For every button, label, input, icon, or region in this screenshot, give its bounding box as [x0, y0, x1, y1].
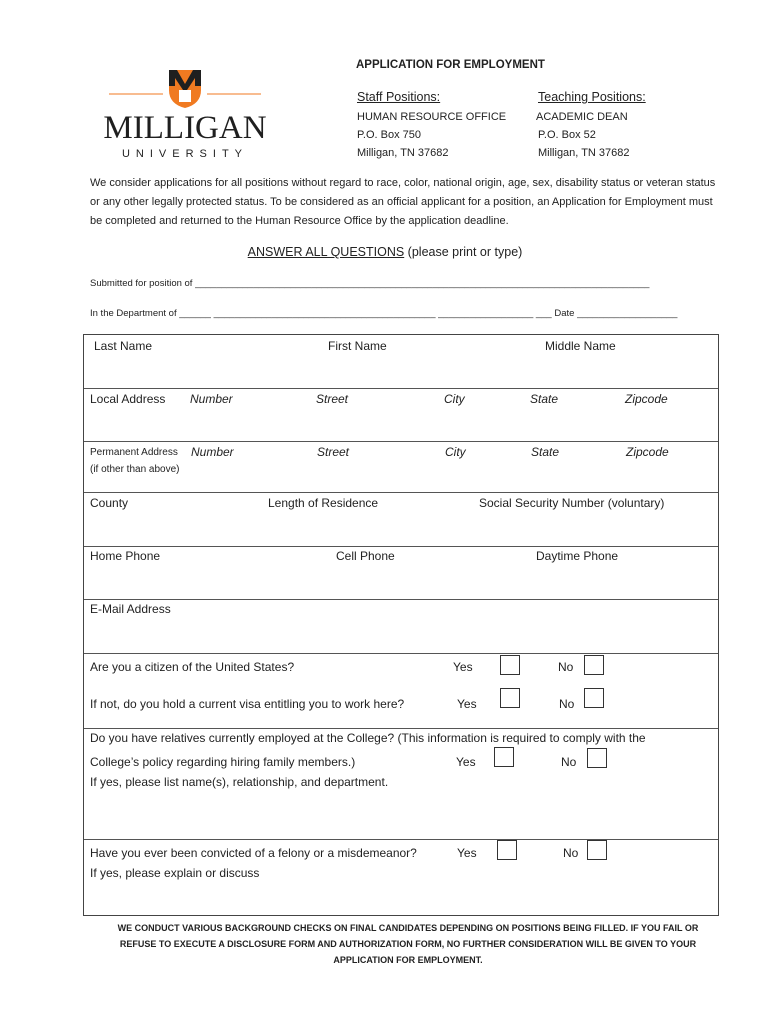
teaching-address-line3: Milligan, TN 37682: [538, 147, 630, 159]
first-name-label[interactable]: First Name: [328, 339, 387, 353]
teaching-address-line2: P.O. Box 52: [538, 129, 596, 141]
relatives-no-checkbox[interactable]: [587, 748, 607, 768]
row-divider: [84, 388, 718, 389]
instruction-rest: (please print or type): [404, 245, 523, 259]
length-of-residence-label[interactable]: Length of Residence: [268, 496, 379, 510]
middle-name-label[interactable]: Middle Name: [545, 339, 616, 353]
milligan-logo: [95, 66, 275, 166]
background-check-notice: [90, 920, 726, 968]
notice-line3: APPLICATION FOR EMPLOYMENT.: [333, 955, 483, 965]
email-label[interactable]: E-Mail Address: [90, 602, 171, 616]
row-divider: [84, 839, 718, 840]
local-state-label: State: [530, 392, 559, 406]
relatives-no-label: No: [561, 755, 577, 769]
staff-address-line3: Milligan, TN 37682: [357, 147, 449, 159]
permanent-state-label: State: [531, 445, 560, 459]
visa-question: If not, do you hold a current visa entitling you to work here?: [90, 697, 405, 711]
local-zip-label: Zipcode: [625, 392, 668, 406]
felony-no-checkbox[interactable]: [587, 840, 607, 860]
felony-question: Have you ever been convicted of a felony or a misdemeanor?: [90, 846, 417, 860]
teaching-positions-heading: Teaching Positions:: [538, 90, 646, 104]
visa-no-checkbox[interactable]: [584, 688, 604, 708]
relatives-question-line2: College’s policy regarding hiring family members.): [90, 755, 356, 769]
local-city-label: City: [444, 392, 465, 406]
staff-positions-heading: Staff Positions:: [357, 90, 441, 104]
daytime-phone-label[interactable]: Daytime Phone: [536, 549, 619, 563]
permanent-address-note: (if other than above): [90, 464, 180, 475]
last-name-label[interactable]: Last Name: [94, 339, 153, 353]
local-street-label: Street: [316, 392, 349, 406]
row-divider: [84, 599, 718, 600]
cell-phone-label[interactable]: Cell Phone: [336, 549, 395, 563]
staff-address-line1: HUMAN RESOURCE OFFICE: [357, 111, 507, 123]
citizen-yes-checkbox[interactable]: [500, 655, 520, 675]
logo-subtitle: UNIVERSITY: [121, 148, 248, 160]
citizen-yes-label: Yes: [453, 660, 473, 674]
row-divider: [84, 441, 718, 442]
citizen-no-label: No: [558, 660, 574, 674]
form-title: APPLICATION FOR EMPLOYMENT: [356, 59, 545, 71]
visa-yes-label: Yes: [457, 697, 477, 711]
permanent-number-label: Number: [191, 445, 234, 459]
citizen-question: Are you a citizen of the United States?: [90, 660, 295, 674]
home-phone-label[interactable]: Home Phone: [90, 549, 161, 563]
felony-no-label: No: [563, 846, 579, 860]
row-divider: [84, 653, 718, 654]
relatives-question-line3: If yes, please list name(s), relationship, and department.: [90, 775, 389, 789]
relatives-question-line1: Do you have relatives currently employed at the College? (This information is required to comply with the: [90, 731, 646, 745]
county-label[interactable]: County: [90, 496, 129, 510]
permanent-zip-label: Zipcode: [626, 445, 669, 459]
felony-yes-checkbox[interactable]: [497, 840, 517, 860]
citizen-no-checkbox[interactable]: [584, 655, 604, 675]
local-address-label[interactable]: Local Address: [90, 392, 166, 406]
permanent-street-label: Street: [317, 445, 350, 459]
shield-emblem-icon: [95, 66, 275, 112]
notice-line2: REFUSE TO EXECUTE A DISCLOSURE FORM AND AUTHORIZATION FORM, NO FURTHER CONSIDERATION WILL BE GIVEN TO YOUR: [119, 939, 697, 949]
department-date-field[interactable]: In the Department of ______ __________________________________________ __________________ ___ Date ___________________: [90, 308, 678, 319]
teaching-address-line1: ACADEMIC DEAN: [536, 111, 628, 123]
local-number-label: Number: [190, 392, 233, 406]
visa-yes-checkbox[interactable]: [500, 688, 520, 708]
row-divider: [84, 492, 718, 493]
instruction: [0, 245, 770, 259]
permanent-address-label[interactable]: Permanent Address: [90, 447, 178, 458]
logo-wordmark: MILLIGAN: [103, 110, 267, 146]
eeo-statement: We consider applications for all positions without regard to race, color, national origin, age, sex, disability status or veteran status or any other legally protected status. To be considered as an official applicant for a position, an Application for Employment must be completed and returned to the Human Resource Office by the application deadline.: [90, 177, 716, 227]
felony-yes-label: Yes: [457, 846, 477, 860]
ssn-label[interactable]: Social Security Number (voluntary): [479, 496, 665, 510]
permanent-city-label: City: [445, 445, 466, 459]
staff-address-line2: P.O. Box 750: [357, 129, 422, 141]
instruction-emphasis: ANSWER ALL QUESTIONS: [247, 245, 405, 259]
relatives-yes-label: Yes: [456, 755, 476, 769]
application-form-table: [83, 334, 719, 916]
position-field[interactable]: Submitted for position of ______________________________________________________________________________________: [90, 278, 650, 289]
visa-no-label: No: [559, 697, 575, 711]
felony-explain-prompt: If yes, please explain or discuss: [90, 866, 260, 880]
notice-line1: WE CONDUCT VARIOUS BACKGROUND CHECKS ON FINAL CANDIDATES DEPENDING ON POSITIONS BEING FILLED. IF YOU FAIL OR: [117, 923, 699, 933]
row-divider: [84, 546, 718, 547]
relatives-yes-checkbox[interactable]: [494, 747, 514, 767]
row-divider: [84, 728, 718, 729]
